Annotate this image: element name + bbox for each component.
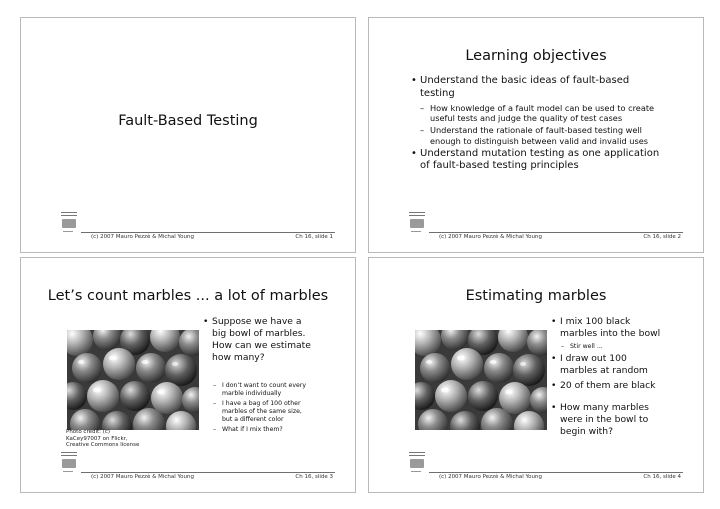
bullet: • Understand mutation testing as one application of fault-based testing principles [411, 148, 661, 173]
bullet-list [203, 316, 313, 436]
slide-number: Ch 16, slide 4 [643, 474, 681, 480]
book-logo-icon [61, 212, 77, 234]
marbles-photo [415, 330, 547, 430]
bullet-list [411, 75, 661, 176]
footer-divider [81, 232, 335, 233]
slide-3 [20, 257, 356, 493]
footer-copyright: (c) 2007 Mauro Pezzè & Michal Young [91, 234, 194, 240]
bullet: • Suppose we have a big bowl of marbles. How can we estimate how many? [203, 316, 313, 364]
bullet: • Understand the basic ideas of fault-based testing [411, 75, 661, 100]
sub-bullet: – I have a bag of 100 other marbles of the same size, but a different color [203, 400, 313, 424]
slide-title: Estimating marbles [465, 288, 607, 304]
slide-title: Learning objectives [465, 48, 607, 64]
bullet: • 20 of them are black [551, 380, 661, 392]
book-logo-icon [409, 212, 425, 234]
slide-4 [368, 257, 704, 493]
bullet: • I mix 100 black marbles into the bowl [551, 316, 661, 340]
sub-bullet: – I don’t want to count every marble individually [203, 382, 313, 398]
slide-title: Fault-Based Testing [118, 113, 258, 129]
sub-bullet: – What if I mix them? [203, 426, 313, 434]
slide-number: Ch 16, slide 2 [643, 234, 681, 240]
bullet-list [551, 316, 661, 441]
footer-copyright: (c) 2007 Mauro Pezzè & Michal Young [439, 234, 542, 240]
bullet: • I draw out 100 marbles at random [551, 353, 661, 377]
book-logo-icon [409, 452, 425, 474]
footer-divider [429, 232, 683, 233]
footer-copyright: (c) 2007 Mauro Pezzè & Michal Young [91, 474, 194, 480]
sub-bullet: – Stir well ... [551, 343, 661, 351]
bullet: • How many marbles were in the bowl to begin with? [551, 402, 661, 438]
sub-bullet: – How knowledge of a fault model can be used to create useful tests and judge the quality of test cases [411, 103, 661, 123]
slide-number: Ch 16, slide 3 [295, 474, 333, 480]
footer-divider [429, 472, 683, 473]
book-logo-icon [61, 452, 77, 474]
slide-1 [20, 17, 356, 253]
slide-number: Ch 16, slide 1 [295, 234, 333, 240]
footer-divider [81, 472, 335, 473]
marbles-photo [67, 330, 199, 430]
slide-title: Let’s count marbles ... a lot of marbles [47, 288, 329, 304]
photo-credit: Photo credit: (c) KaCey97007 on Flickr, Creative Commons license [66, 429, 140, 448]
footer-copyright: (c) 2007 Mauro Pezzè & Michal Young [439, 474, 542, 480]
slide-2 [368, 17, 704, 253]
sub-bullet: – Understand the rationale of fault-based testing well enough to distinguish between valid and invalid uses [411, 125, 661, 145]
